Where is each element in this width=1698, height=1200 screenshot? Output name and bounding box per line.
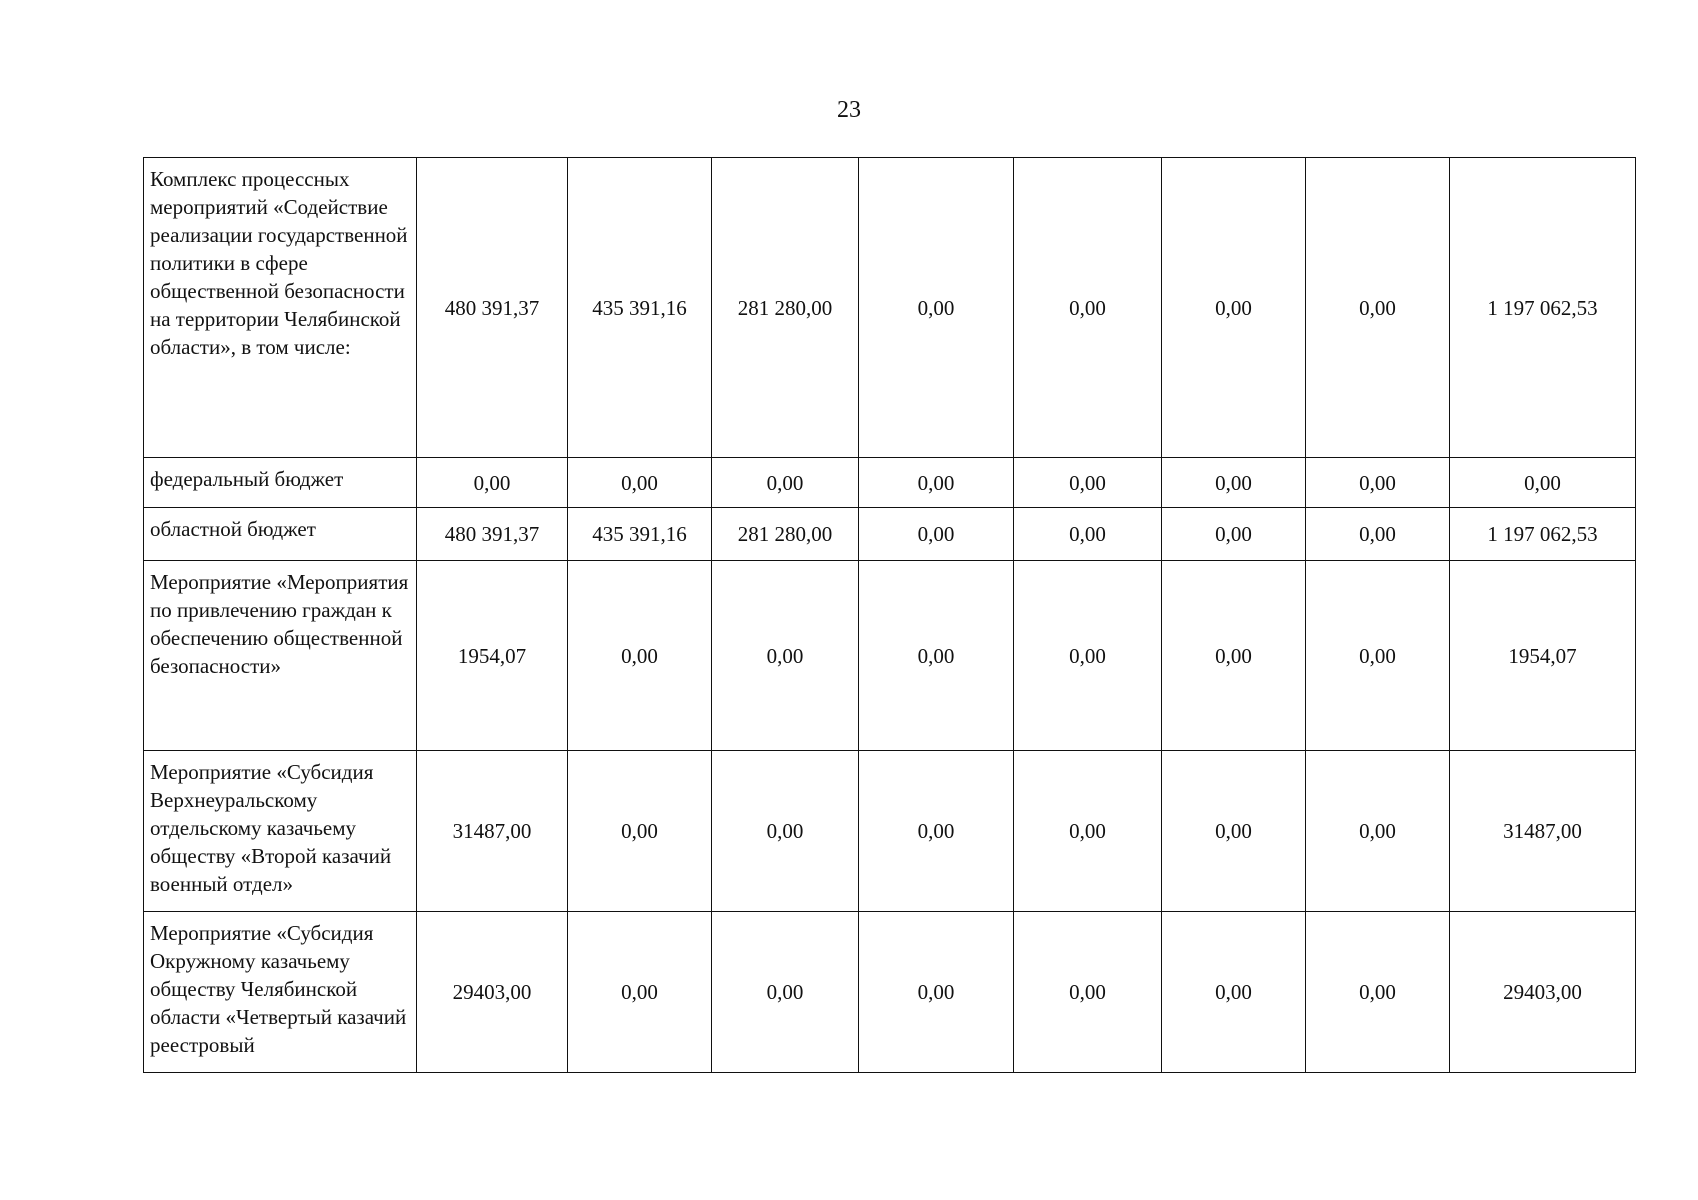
value-cell: 0,00 xyxy=(859,751,1014,912)
value-cell: 480 391,37 xyxy=(417,158,568,458)
value-cell: 1 197 062,53 xyxy=(1450,508,1636,561)
value-cell: 0,00 xyxy=(1014,751,1162,912)
table-row xyxy=(144,561,1636,751)
value-cell: 0,00 xyxy=(1014,508,1162,561)
value-cell: 0,00 xyxy=(1162,561,1306,751)
value-cell: 0,00 xyxy=(712,458,859,508)
value-cell: 0,00 xyxy=(1306,508,1450,561)
row-label: Комплекс процессных мероприятий «Содействие реализации государственной политики в сфере общественной безопасности на территории Челябинской области», в том числе: xyxy=(144,158,417,458)
value-cell: 0,00 xyxy=(1306,561,1450,751)
row-label: Мероприятие «Субсидия Окружному казачьему обществу Челябинской области «Четвертый казачий реестровый xyxy=(144,912,417,1073)
row-label: областной бюджет xyxy=(144,508,417,561)
value-cell: 480 391,37 xyxy=(417,508,568,561)
value-cell: 0,00 xyxy=(1162,508,1306,561)
value-cell: 0,00 xyxy=(1014,458,1162,508)
value-cell: 29403,00 xyxy=(1450,912,1636,1073)
value-cell: 1954,07 xyxy=(1450,561,1636,751)
value-cell: 31487,00 xyxy=(417,751,568,912)
value-cell: 0,00 xyxy=(1162,458,1306,508)
value-cell: 0,00 xyxy=(1014,912,1162,1073)
value-cell: 0,00 xyxy=(712,561,859,751)
value-cell: 281 280,00 xyxy=(712,158,859,458)
value-cell: 0,00 xyxy=(859,158,1014,458)
budget-table xyxy=(143,157,1636,1073)
value-cell: 0,00 xyxy=(859,508,1014,561)
value-cell: 1 197 062,53 xyxy=(1450,158,1636,458)
value-cell: 0,00 xyxy=(1306,458,1450,508)
value-cell: 0,00 xyxy=(1014,158,1162,458)
value-cell: 0,00 xyxy=(859,912,1014,1073)
value-cell: 0,00 xyxy=(712,912,859,1073)
value-cell: 0,00 xyxy=(568,751,712,912)
value-cell: 0,00 xyxy=(859,458,1014,508)
value-cell: 31487,00 xyxy=(1450,751,1636,912)
table-row xyxy=(144,458,1636,508)
value-cell: 0,00 xyxy=(1162,912,1306,1073)
value-cell: 0,00 xyxy=(859,561,1014,751)
value-cell: 0,00 xyxy=(1162,158,1306,458)
value-cell: 0,00 xyxy=(1306,158,1450,458)
value-cell: 29403,00 xyxy=(417,912,568,1073)
table-row xyxy=(144,158,1636,458)
value-cell: 0,00 xyxy=(1450,458,1636,508)
row-label: Мероприятие «Субсидия Верхнеуральскому отдельскому казачьему обществу «Второй казачий военный отдел» xyxy=(144,751,417,912)
value-cell: 0,00 xyxy=(568,561,712,751)
value-cell: 0,00 xyxy=(1306,751,1450,912)
value-cell: 0,00 xyxy=(417,458,568,508)
value-cell: 0,00 xyxy=(1162,751,1306,912)
value-cell: 435 391,16 xyxy=(568,158,712,458)
value-cell: 0,00 xyxy=(568,458,712,508)
value-cell: 0,00 xyxy=(712,751,859,912)
table-row xyxy=(144,508,1636,561)
table-row xyxy=(144,912,1636,1073)
value-cell: 0,00 xyxy=(1014,561,1162,751)
value-cell: 0,00 xyxy=(1306,912,1450,1073)
row-label: федеральный бюджет xyxy=(144,458,417,508)
row-label: Мероприятие «Мероприятия по привлечению граждан к обеспечению общественной безопасности» xyxy=(144,561,417,751)
value-cell: 1954,07 xyxy=(417,561,568,751)
value-cell: 281 280,00 xyxy=(712,508,859,561)
table-row xyxy=(144,751,1636,912)
page-number: 23 xyxy=(837,97,861,123)
value-cell: 435 391,16 xyxy=(568,508,712,561)
value-cell: 0,00 xyxy=(568,912,712,1073)
